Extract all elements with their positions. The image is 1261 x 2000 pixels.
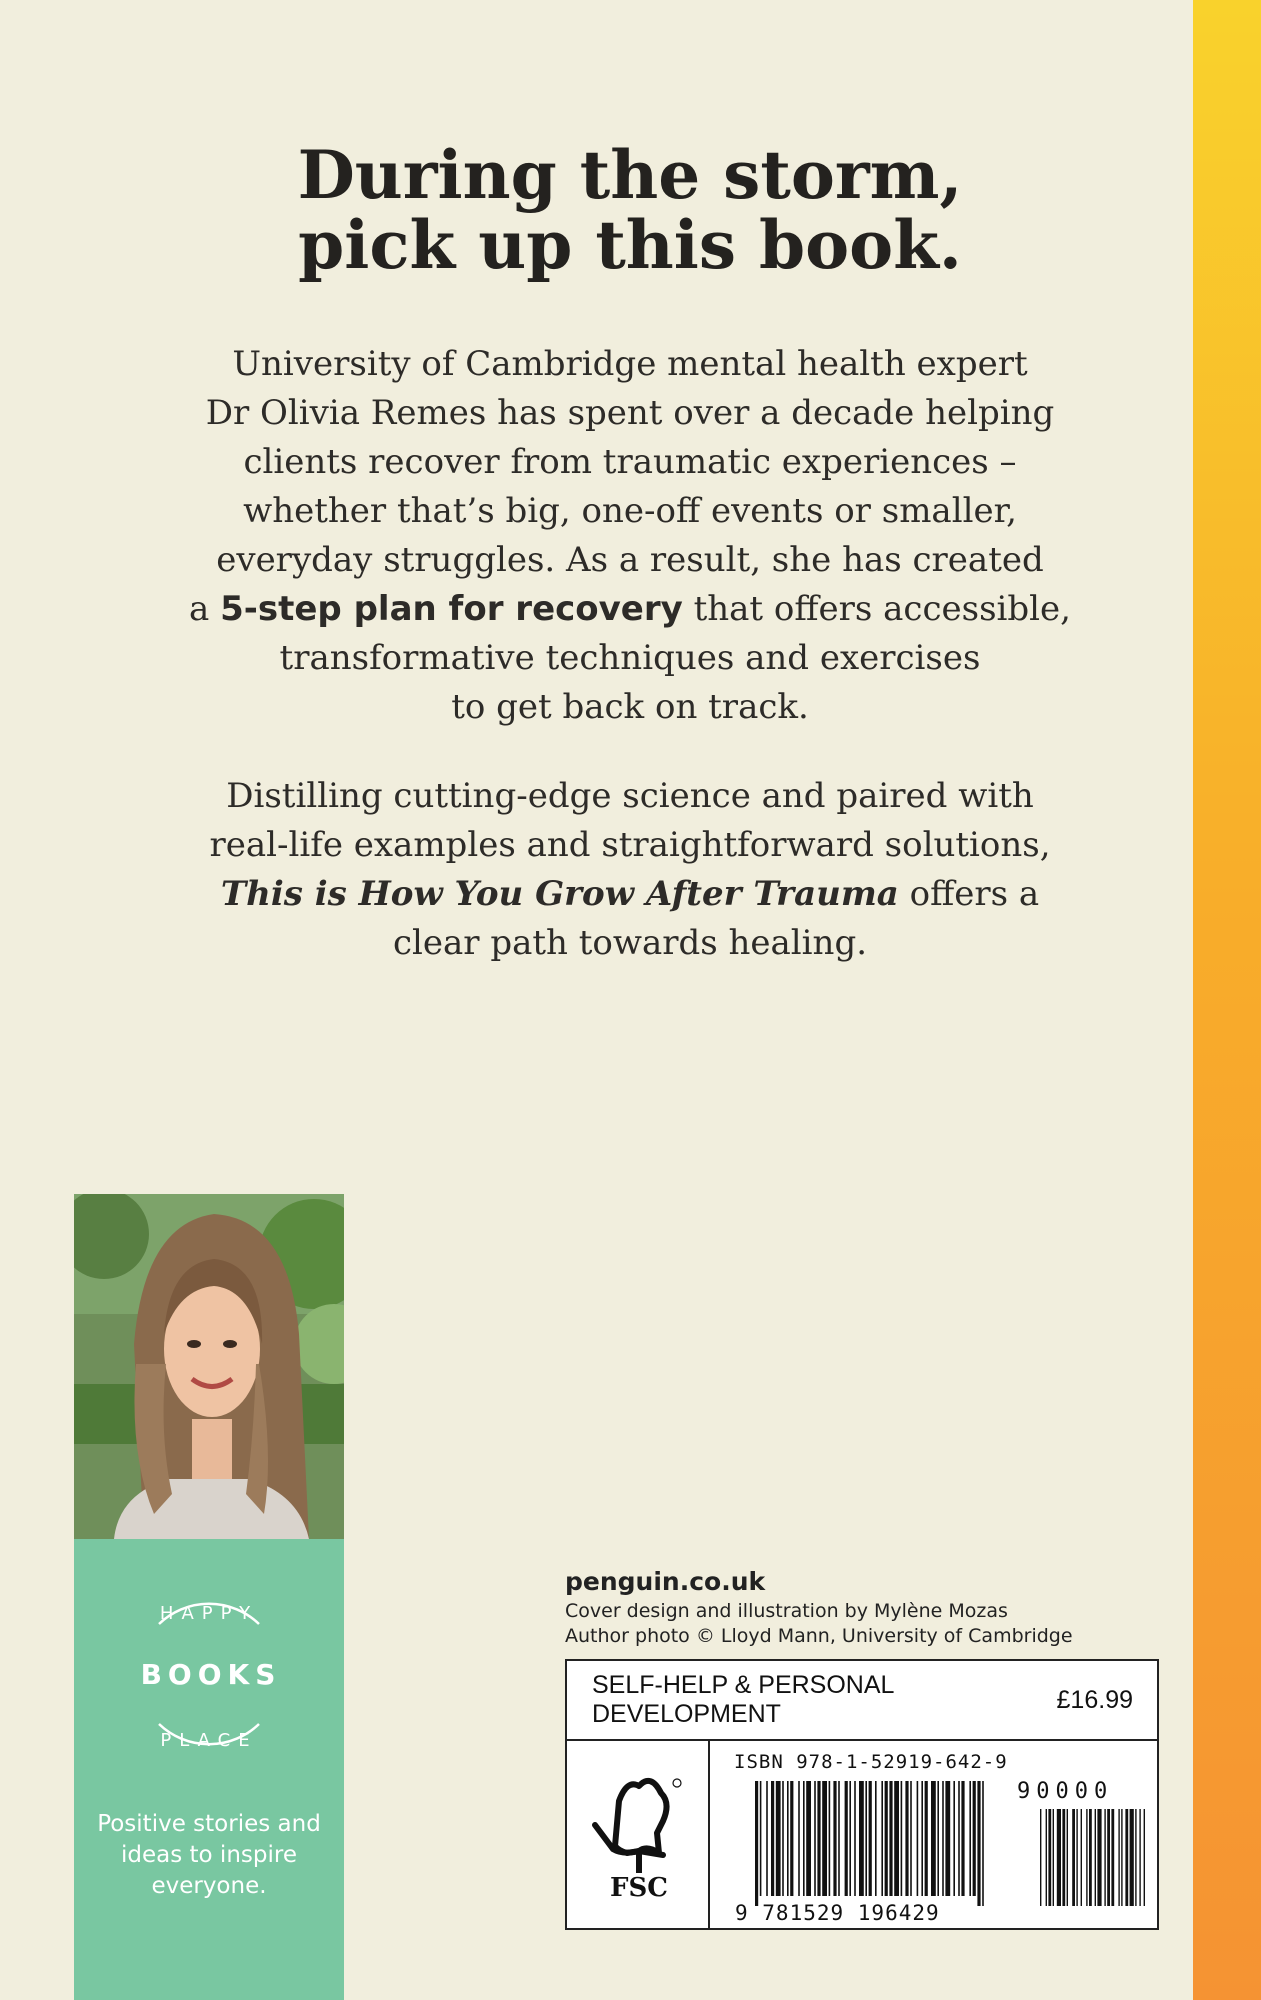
publisher-website: penguin.co.uk xyxy=(565,1567,766,1596)
blurb-bold-phrase: 5-step plan for recovery xyxy=(220,589,683,629)
barcode-bar xyxy=(790,1781,793,1896)
barcode-bar xyxy=(849,1781,851,1896)
barcode-bar xyxy=(931,1781,936,1896)
barcode-bar xyxy=(881,1781,883,1896)
barcode-bar xyxy=(817,1781,820,1896)
addon-digits: 90000 xyxy=(1017,1779,1114,1804)
addon-bar xyxy=(1104,1809,1105,1906)
barcode-bar xyxy=(829,1781,831,1896)
addon-bar xyxy=(1139,1809,1140,1906)
price-label: £16.99 xyxy=(1056,1685,1133,1714)
logo-text-middle: BOOKS xyxy=(140,1658,282,1691)
addon-bar xyxy=(1062,1809,1065,1906)
addon-bar xyxy=(1144,1809,1145,1906)
addon-bar xyxy=(1057,1809,1061,1906)
barcode-bar xyxy=(894,1781,899,1896)
barcode-bar xyxy=(859,1781,864,1896)
addon-bar xyxy=(1040,1809,1041,1906)
barcode-bar xyxy=(854,1781,856,1896)
barcode-bar xyxy=(814,1781,816,1896)
tagline-line: ideas to inspire xyxy=(121,1842,297,1868)
barcode-bar xyxy=(969,1781,971,1896)
blurb-line: Distilling cutting-edge science and paired with xyxy=(226,776,1034,816)
author-photo xyxy=(74,1194,344,1539)
barcode-bar xyxy=(838,1781,840,1896)
barcode-bar xyxy=(917,1781,919,1896)
blurb-line: transformative techniques and exercises xyxy=(279,638,981,678)
barcode-digits: 9 781529 196429 xyxy=(735,1901,940,1925)
blurb-line: everyday struggles. As a result, she has created xyxy=(216,540,1044,580)
fsc-cell xyxy=(567,1741,710,1928)
barcode-bar xyxy=(901,1781,903,1896)
tagline-line: everyone. xyxy=(151,1873,267,1899)
blurb-post-bold: that offers accessible, xyxy=(682,589,1071,629)
blurb-paragraph-2 xyxy=(170,772,1090,968)
headline-line-2: pick up this book. xyxy=(298,206,962,284)
barcode-bar xyxy=(760,1781,762,1896)
addon-bar xyxy=(1121,1809,1122,1906)
barcode-bar xyxy=(845,1781,848,1896)
barcode-bar xyxy=(771,1781,774,1896)
barcode-bar xyxy=(942,1781,944,1896)
addon-bar xyxy=(1086,1809,1087,1906)
blurb-pre-bold: a xyxy=(189,589,221,629)
cover-credit: Cover design and illustration by Mylène Mozas xyxy=(565,1600,1008,1622)
blurb-post-italic: offers a xyxy=(898,874,1040,914)
barcode-graphic xyxy=(755,1781,1145,1906)
barcode-bar xyxy=(822,1781,827,1896)
addon-bar xyxy=(1107,1809,1110,1906)
barcode-bar xyxy=(889,1781,892,1896)
category-price-row xyxy=(567,1661,1157,1741)
barcode-box xyxy=(565,1659,1159,1930)
addon-bar xyxy=(1053,1809,1054,1906)
barcode-bar xyxy=(782,1781,784,1896)
addon-bar xyxy=(1089,1809,1092,1906)
barcode-bar xyxy=(937,1781,939,1896)
blurb-line: clear path towards healing. xyxy=(392,923,868,963)
addon-bar xyxy=(1125,1809,1128,1906)
blurb-line: clients recover from traumatic experiences – xyxy=(243,442,1017,482)
addon-bar xyxy=(1130,1809,1134,1906)
category-label: SELF-HELP & PERSONAL DEVELOPMENT xyxy=(592,1671,894,1728)
barcode-bar xyxy=(910,1781,912,1896)
barcode-bar xyxy=(755,1781,758,1906)
imprint-tagline xyxy=(74,1809,344,1902)
addon-bar xyxy=(1076,1809,1077,1906)
logo-text-top: HAPPY xyxy=(159,1603,259,1624)
barcode-bar xyxy=(977,1781,980,1906)
blurb-line: whether that’s big, one-off events or smaller, xyxy=(243,491,1017,531)
imprint-panel xyxy=(74,1539,344,2000)
barcode-bar xyxy=(803,1781,805,1896)
barcode-bar xyxy=(776,1781,781,1896)
book-title-italic: This is How You Grow After Trauma xyxy=(220,874,899,914)
barcode-bar xyxy=(798,1781,800,1896)
barcode-bar xyxy=(766,1781,768,1896)
barcode-bar xyxy=(905,1781,908,1896)
barcode-bar xyxy=(787,1781,789,1896)
addon-bar xyxy=(1067,1809,1068,1906)
photo-credit: Author photo © Lloyd Mann, University of Cambridge xyxy=(565,1625,1073,1647)
happy-books-place-logo xyxy=(119,1584,299,1764)
credits-block xyxy=(565,1565,1125,1649)
barcode-bar xyxy=(833,1781,836,1896)
barcode-bar xyxy=(973,1781,976,1896)
barcode-bar xyxy=(875,1781,877,1896)
addon-bar xyxy=(1135,1809,1136,1906)
author-photo-illustration xyxy=(74,1194,344,1539)
barcode-bar xyxy=(806,1781,811,1896)
addon-bar xyxy=(1095,1809,1096,1906)
addon-bar xyxy=(1046,1809,1047,1906)
headline-line-1: During the storm, xyxy=(297,136,963,214)
barcode-bar xyxy=(865,1781,867,1896)
addon-bar xyxy=(1048,1809,1051,1906)
blurb-line: to get back on track. xyxy=(451,687,809,727)
blurb-line xyxy=(170,585,1090,634)
blurb-line xyxy=(170,870,1090,919)
blurb-line: Dr Olivia Remes has spent over a decade helping xyxy=(205,393,1055,433)
addon-bar xyxy=(1072,1809,1075,1906)
spine-gradient xyxy=(1193,0,1261,2000)
barcode-bar xyxy=(925,1781,928,1896)
addon-bar xyxy=(1081,1809,1082,1906)
fsc-label: FSC xyxy=(610,1873,668,1903)
blurb-line: real-life examples and straightforward solutions, xyxy=(209,825,1051,865)
barcode-bar xyxy=(885,1781,888,1896)
fsc-tree-icon xyxy=(567,1741,710,1928)
barcode-bar xyxy=(945,1781,950,1896)
barcode-bar xyxy=(958,1781,960,1896)
barcode-bar xyxy=(961,1781,964,1896)
barcode-bar xyxy=(982,1781,984,1906)
addon-bar xyxy=(1097,1809,1101,1906)
logo-text-bottom: PLACE xyxy=(160,1730,258,1751)
barcode-bar xyxy=(953,1781,955,1896)
isbn-text: ISBN 978-1-52919-642-9 xyxy=(734,1751,1008,1773)
headline xyxy=(150,136,1110,284)
blurb-line: University of Cambridge mental health expert xyxy=(232,344,1028,384)
addon-bar xyxy=(1118,1809,1119,1906)
barcode-bar xyxy=(869,1781,872,1896)
tagline-line: Positive stories and xyxy=(97,1811,321,1837)
addon-bar xyxy=(1111,1809,1114,1906)
blurb-paragraph-1 xyxy=(170,340,1090,732)
barcode-bar xyxy=(921,1781,923,1896)
